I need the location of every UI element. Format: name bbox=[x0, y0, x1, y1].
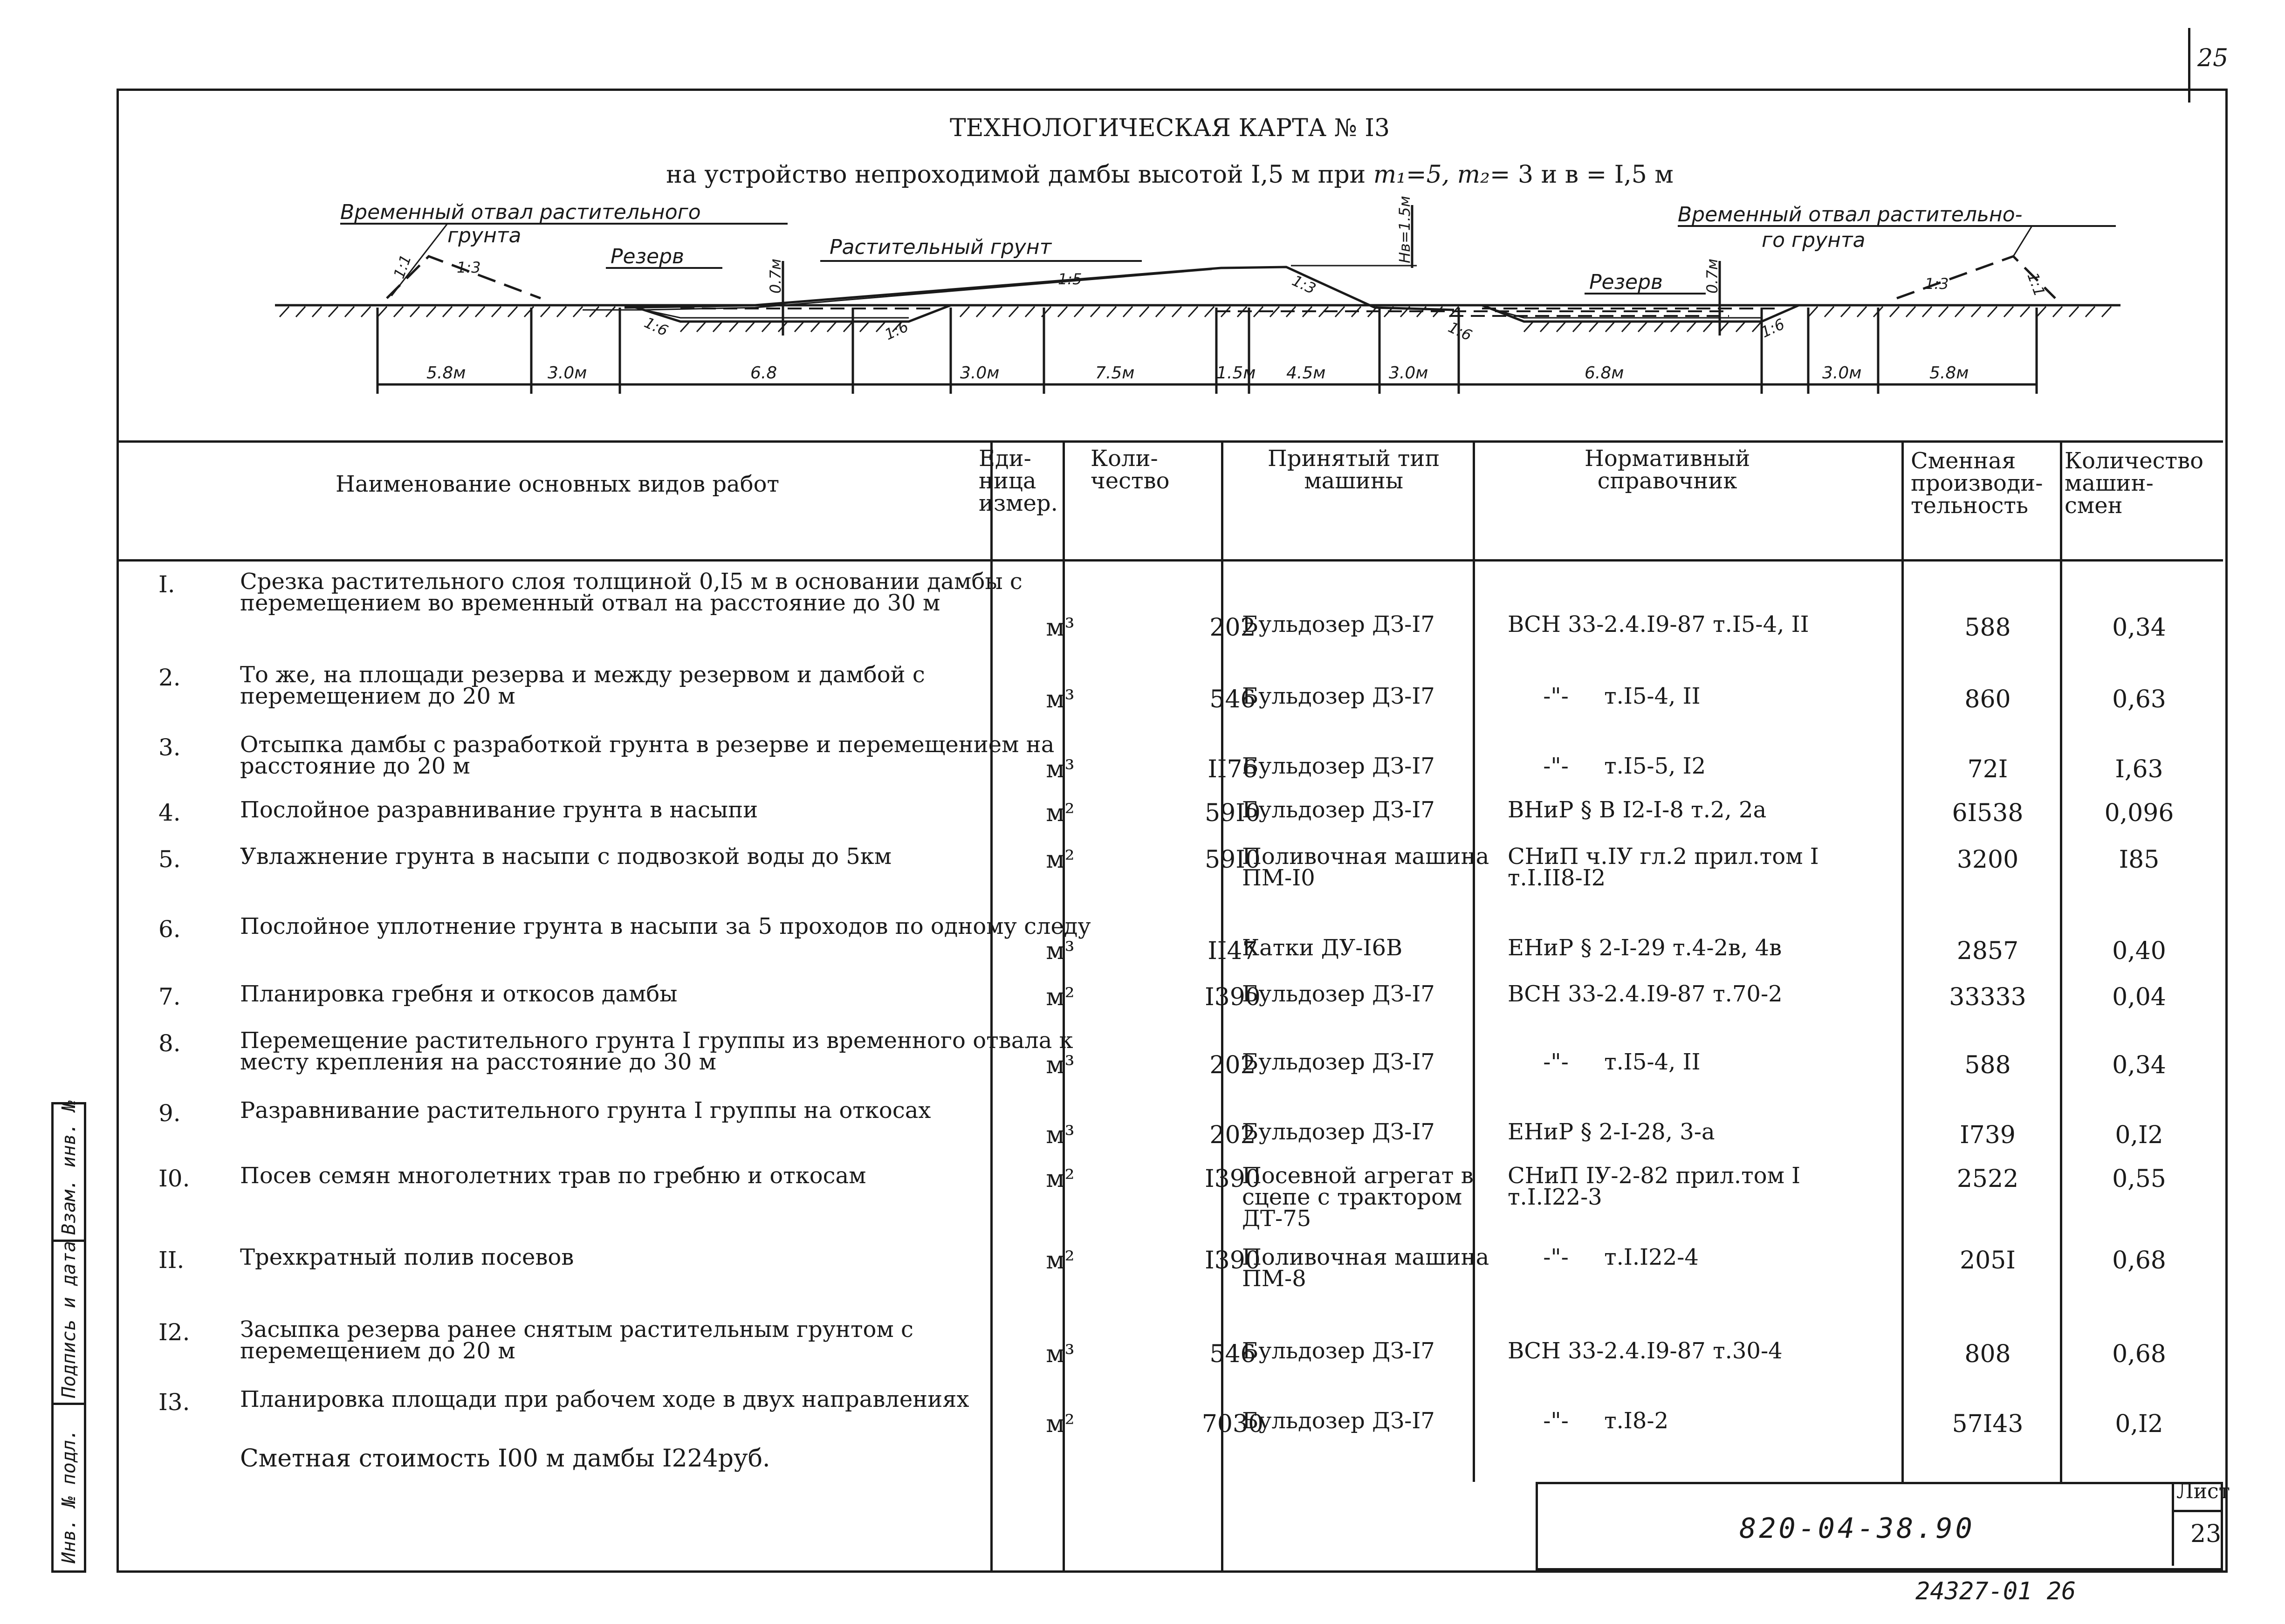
depth-left: 0.7м bbox=[767, 258, 784, 294]
header-ref: Нормативный справочник bbox=[1585, 445, 1750, 494]
title-block-divider bbox=[2172, 1482, 2174, 1566]
quantity: I390 bbox=[1205, 1165, 1261, 1193]
header-shifts: Количество машин- смен bbox=[2065, 448, 2204, 519]
table-header-rule bbox=[119, 559, 2223, 562]
machine-type: Бульдозер ДЗ-I7 bbox=[1242, 1119, 1435, 1145]
dam-cross-section bbox=[261, 196, 2153, 424]
dim-label: 6.8 bbox=[750, 363, 777, 383]
col-divider bbox=[1901, 440, 1904, 1482]
reference: -"- т.I8-2 bbox=[1508, 1408, 1669, 1434]
productivity: 57I43 bbox=[1952, 1410, 2024, 1438]
reference: СНиП IУ-2-82 прил.том I т.I.I22-3 bbox=[1508, 1163, 1801, 1210]
row-number: I0. bbox=[158, 1165, 190, 1192]
cost-note: Сметная стоимость I00 м дамбы I224руб. bbox=[240, 1445, 770, 1473]
unit: м³ bbox=[1046, 1340, 1075, 1368]
footer-code: 24327-01 26 bbox=[1915, 1577, 2076, 1605]
slope-label: 1:5 bbox=[1058, 270, 1082, 288]
subtitle-suffix: 3 и в = I,5 м bbox=[1518, 161, 1674, 189]
reference: -"- т.I.I22-4 bbox=[1508, 1244, 1699, 1270]
subtitle-m2: m₂= bbox=[1457, 161, 1510, 189]
productivity: 3200 bbox=[1956, 846, 2019, 874]
machine-shifts: 0,04 bbox=[2112, 983, 2166, 1011]
work-name: Послойное уплотнение грунта в насыпи за 5 проходов по одному следу bbox=[240, 913, 1091, 939]
slope-label: 1:6 bbox=[641, 313, 671, 340]
quantity: 202 bbox=[1209, 1121, 1256, 1149]
reference: ВСН 33-2.4.I9-87 т.70-2 bbox=[1508, 981, 1783, 1007]
row-number: 9. bbox=[158, 1100, 181, 1127]
dim-label: 5.8м bbox=[1929, 363, 1969, 383]
work-name: Планировка площади при рабочем ходе в двух направлениях bbox=[240, 1386, 969, 1412]
productivity: 72I bbox=[1967, 755, 2008, 783]
machine-shifts: 0,55 bbox=[2112, 1165, 2166, 1193]
dim-label: 4.5м bbox=[1286, 363, 1326, 383]
dim-label: 3.0м bbox=[1389, 363, 1428, 383]
machine-shifts: I85 bbox=[2119, 846, 2160, 874]
document-code: 820-04-38.90 bbox=[1739, 1512, 1975, 1545]
productivity: 860 bbox=[1964, 685, 2011, 713]
header-qty: Коли- чество bbox=[1091, 445, 1170, 494]
machine-shifts: I,63 bbox=[2115, 755, 2163, 783]
machine-type: Бульдозер ДЗ-I7 bbox=[1242, 1338, 1435, 1364]
productivity: 588 bbox=[1964, 614, 2011, 642]
quantity: I390 bbox=[1205, 983, 1261, 1011]
work-name: Увлажнение грунта в насыпи с подвозкой воды до 5км bbox=[240, 843, 892, 870]
reference: -"- т.I5-5, I2 bbox=[1508, 753, 1706, 779]
title-block-divider bbox=[2172, 1510, 2221, 1512]
productivity: 2857 bbox=[1956, 937, 2019, 965]
dim-label: 5.8м bbox=[426, 363, 466, 383]
productivity: I739 bbox=[1960, 1121, 2016, 1149]
row-number: 4. bbox=[158, 799, 181, 826]
machine-type: Посевной агрегат в сцепе с трактором ДТ-75 bbox=[1242, 1163, 1474, 1232]
productivity: 33333 bbox=[1949, 983, 2026, 1011]
machine-type: Бульдозер ДЗ-I7 bbox=[1242, 753, 1435, 779]
quantity: 59I0 bbox=[1205, 799, 1261, 827]
label-temp-dump-left-2: грунта bbox=[447, 224, 522, 247]
depth-right: 0.7м bbox=[1703, 258, 1721, 294]
side-label-signature: Подпись и дата bbox=[58, 1240, 80, 1398]
unit: м² bbox=[1046, 1247, 1075, 1275]
machine-shifts: 0,68 bbox=[2112, 1340, 2166, 1368]
slope-label: 1:3 bbox=[457, 259, 481, 276]
work-name: Послойное разравнивание грунта в насыпи bbox=[240, 797, 758, 823]
row-number: I3. bbox=[158, 1389, 190, 1416]
label-temp-dump-right-2: го грунта bbox=[1762, 228, 1866, 252]
sheet-number: 23 bbox=[2190, 1520, 2222, 1548]
header-unit: Еди- ница измер. bbox=[979, 445, 1058, 516]
quantity: 202 bbox=[1209, 1051, 1256, 1079]
slope-label: 1:6 bbox=[1445, 318, 1475, 345]
machine-type: Поливочная машина ПМ-8 bbox=[1242, 1244, 1489, 1292]
work-name: Срезка растительного слоя толщиной 0,I5 м в основании дамбы с перемещением во временный отвал на расстояние до 30 м bbox=[240, 569, 1022, 616]
quantity: 59I0 bbox=[1205, 846, 1261, 874]
label-reserve-right: Резерв bbox=[1589, 270, 1663, 294]
machine-type: Бульдозер ДЗ-I7 bbox=[1242, 797, 1435, 823]
reference: -"- т.I5-4, II bbox=[1508, 1049, 1701, 1075]
machine-type: Катки ДУ-I6В bbox=[1242, 935, 1403, 961]
label-reserve-left: Резерв bbox=[611, 245, 684, 268]
machine-shifts: 0,40 bbox=[2112, 937, 2166, 965]
work-name: Трехкратный полив посевов bbox=[240, 1244, 574, 1270]
machine-type: Бульдозер ДЗ-I7 bbox=[1242, 683, 1435, 709]
slope-label: 1:6 bbox=[1758, 315, 1788, 342]
work-name: Посев семян многолетних трав по гребню и откосам bbox=[240, 1163, 866, 1189]
machine-type: Бульдозер ДЗ-I7 bbox=[1242, 981, 1435, 1007]
productivity: 205I bbox=[1960, 1247, 2016, 1275]
side-label-replace: Взам. инв. № bbox=[58, 1100, 80, 1235]
slope-label: 1:1 bbox=[390, 252, 415, 281]
machine-type: Бульдозер ДЗ-I7 bbox=[1242, 1049, 1435, 1075]
work-name: Отсыпка дамбы с разработкой грунта в резерве и перемещением на расстояние до 20 м bbox=[240, 732, 1055, 779]
page-number: 25 bbox=[2197, 44, 2229, 72]
quantity: 546 bbox=[1209, 685, 1256, 713]
dim-label: 6.8м bbox=[1585, 363, 1624, 383]
reference: СНиП ч.IУ гл.2 прил.том I т.I.II8-I2 bbox=[1508, 843, 1819, 891]
quantity: 202 bbox=[1209, 614, 1256, 642]
quantity: 7030 bbox=[1201, 1410, 1264, 1438]
row-number: 5. bbox=[158, 846, 181, 873]
productivity: 808 bbox=[1964, 1340, 2011, 1368]
unit: м³ bbox=[1046, 1051, 1075, 1079]
row-number: I. bbox=[158, 571, 175, 598]
map-subtitle bbox=[117, 161, 2223, 189]
dim-label: 3.0м bbox=[1822, 363, 1862, 383]
subtitle-prefix: на устройство непроходимой дамбы высотой I,5 м при bbox=[666, 161, 1366, 189]
ground-hatching bbox=[280, 307, 2111, 332]
dim-label: 7.5м bbox=[1095, 363, 1135, 383]
row-number: 2. bbox=[158, 664, 181, 691]
dim-label: 3.0м bbox=[548, 363, 587, 383]
unit: м² bbox=[1046, 983, 1075, 1011]
header-machine: Принятый тип машины bbox=[1268, 445, 1440, 494]
sheet-label: Лист bbox=[2176, 1480, 2230, 1503]
unit: м² bbox=[1046, 846, 1075, 874]
machine-shifts: 0,63 bbox=[2112, 685, 2166, 713]
productivity: 588 bbox=[1964, 1051, 2011, 1079]
work-name: Разравнивание растительного грунта I группы на откосах bbox=[240, 1097, 931, 1124]
machine-shifts: 0,I2 bbox=[2115, 1410, 2163, 1438]
reference: -"- т.I5-4, II bbox=[1508, 683, 1701, 709]
work-name: То же, на площади резерва и между резервом и дамбой с перемещением до 20 м bbox=[240, 662, 925, 709]
machine-shifts: 0,34 bbox=[2112, 614, 2166, 642]
map-title: ТЕХНОЛОГИЧЕСКАЯ КАРТА № I3 bbox=[949, 114, 1390, 142]
reference: ВСН 33-2.4.I9-87 т.30-4 bbox=[1508, 1338, 1783, 1364]
work-name: Планировка гребня и откосов дамбы bbox=[240, 981, 678, 1007]
row-number: 6. bbox=[158, 916, 181, 943]
label-temp-dump-left: Временный отвал растительного bbox=[340, 200, 701, 224]
slope-label: 1:1 bbox=[2024, 270, 2049, 299]
dim-label: 1.5м bbox=[1216, 363, 1256, 383]
unit: м³ bbox=[1046, 1121, 1075, 1149]
machine-type: Поливочная машина ПМ-I0 bbox=[1242, 843, 1489, 891]
row-number: I2. bbox=[158, 1319, 190, 1346]
machine-type: Бульдозер ДЗ-I7 bbox=[1242, 611, 1435, 637]
quantity: 546 bbox=[1209, 1340, 1256, 1368]
machine-shifts: 0,I2 bbox=[2115, 1121, 2163, 1149]
subtitle-m1: m₁=5, bbox=[1373, 161, 1450, 189]
machine-shifts: 0,68 bbox=[2112, 1247, 2166, 1275]
unit: м³ bbox=[1046, 685, 1075, 713]
header-productivity: Сменная производи- тельность bbox=[1911, 448, 2043, 519]
slope-label: 1:3 bbox=[1289, 271, 1319, 298]
work-name: Засыпка резерва ранее снятым растительным грунтом с перемещением до 20 м bbox=[240, 1316, 913, 1364]
reference: ВНиР § В I2-I-8 т.2, 2а bbox=[1508, 797, 1767, 823]
quantity: II47 bbox=[1208, 937, 1258, 965]
unit: м³ bbox=[1046, 937, 1075, 965]
side-label-inv: Инв. № подл. bbox=[58, 1429, 80, 1563]
productivity: 6I538 bbox=[1952, 799, 2024, 827]
unit: м³ bbox=[1046, 755, 1075, 783]
reference: ЕНиР § 2-I-28, 3-а bbox=[1508, 1119, 1715, 1145]
header-name: Наименование основных видов работ bbox=[336, 471, 780, 497]
reference: ЕНиР § 2-I-29 т.4-2в, 4в bbox=[1508, 935, 1782, 961]
unit: м² bbox=[1046, 1410, 1075, 1438]
col-divider bbox=[1473, 440, 1475, 1482]
quantity: II76 bbox=[1208, 755, 1258, 783]
machine-shifts: 0,34 bbox=[2112, 1051, 2166, 1079]
work-name: Перемещение растительного грунта I группы из временного отвала к месту крепления на расстояние до 30 м bbox=[240, 1028, 1073, 1075]
row-number: 3. bbox=[158, 734, 181, 761]
dim-label: 3.0м bbox=[960, 363, 1000, 383]
reference: ВСН 33-2.4.I9-87 т.I5-4, II bbox=[1508, 611, 1809, 637]
table-top-rule bbox=[119, 440, 2223, 443]
unit: м² bbox=[1046, 1165, 1075, 1193]
label-height: Нв=1.5м bbox=[1396, 196, 1414, 263]
machine-shifts: 0,096 bbox=[2104, 799, 2174, 827]
machine-type: Бульдозер ДЗ-I7 bbox=[1242, 1408, 1435, 1434]
row-number: II. bbox=[158, 1247, 185, 1274]
unit: м³ bbox=[1046, 614, 1075, 642]
slope-label: 1:3 bbox=[1925, 275, 1949, 293]
side-divider bbox=[51, 1403, 86, 1405]
row-number: 8. bbox=[158, 1030, 181, 1057]
row-number: 7. bbox=[158, 983, 181, 1010]
unit: м² bbox=[1046, 799, 1075, 827]
quantity: I390 bbox=[1205, 1247, 1261, 1275]
slope-label: 1:6 bbox=[882, 317, 912, 344]
label-temp-dump-right: Временный отвал растительно- bbox=[1678, 203, 2023, 226]
productivity: 2522 bbox=[1956, 1165, 2019, 1193]
label-topsoil: Растительный грунт bbox=[830, 235, 1052, 259]
